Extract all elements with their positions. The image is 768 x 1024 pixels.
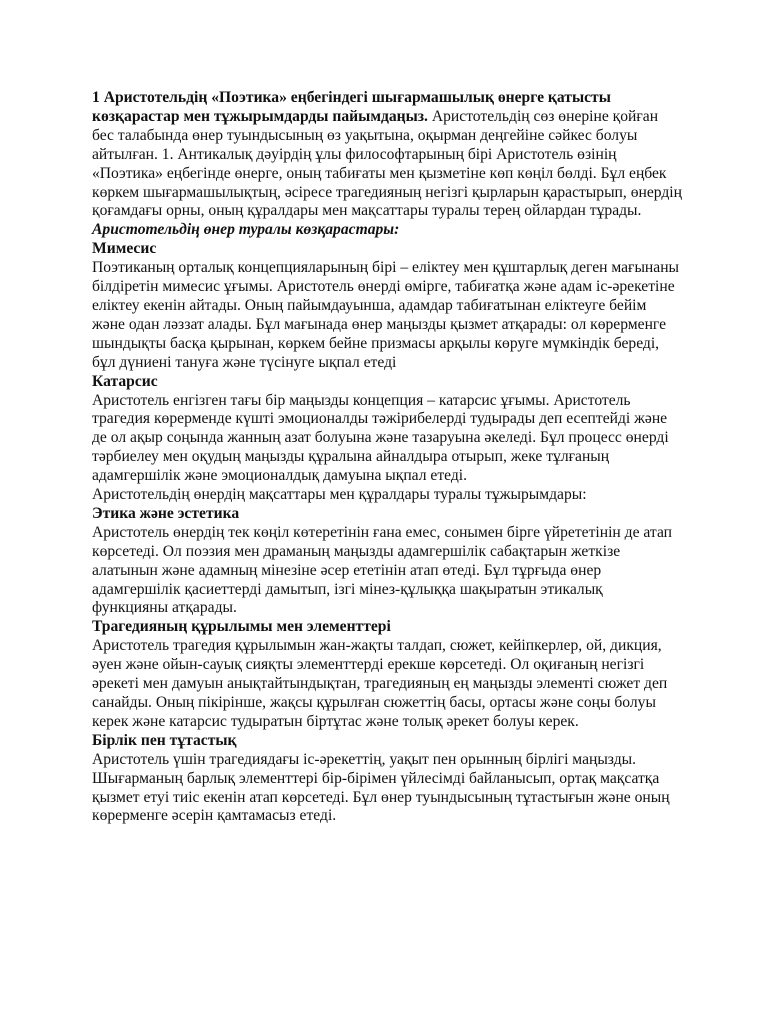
unity-heading: Бірлік пен тұтастық (92, 731, 237, 749)
document-page (92, 89, 682, 826)
goals-line: Аристотельдің өнердің мақсаттары мен құралдары туралы тұжырымдары: (92, 486, 587, 504)
intro-paragraph (92, 89, 682, 221)
ethics-paragraph: Аристотель өнердің тек көңіл көтеретінін ғана емес, сонымен бірге үйрететінін де атап көрсетеді. Ол поэзия мен драманың маңызды адамгершілік сабақтарын жеткізе алатынын және адамның мінезіне әсер ететінін атап өтеді. Бұл тұрғыда өнер адамгершілік қасиеттерді дамытып, ізгі мінез-құлыққа шақыратын этикалық функцияны атқарады. (92, 523, 672, 617)
mimesis-heading: Мимесис (92, 240, 157, 258)
question-title: 1 Аристотельдің «Поэтика» еңбегіндегі шығармашылық өнерге қатысты көзқарастар мен тұжырымдарды пайымдаңыз. (92, 89, 611, 125)
views-heading: Аристотельдің өнер туралы көзқарастары: (92, 221, 400, 239)
ethics-heading: Этика және эстетика (92, 504, 240, 522)
intro-text: Аристотельдің сөз өнеріне қойған бес талабында өнер туындысының өз уақытына, оқырман деңгейіне сәйкес болуы айтылған. 1. Антикалық дәуірдің ұлы философтарының бірі Аристотель өзінің «Поэтика» еңбегінде өнерге, оның табиғаты мен қызметіне көп көңіл бөлді. Бұл еңбек көркем шығармашылықтың, әсіресе трагедияның негізгі қырларын қарастырып, өнердің қоғамдағы орны, оның құралдары мен мақсаттары туралы терең ойлардан тұрады. (92, 107, 682, 220)
structure-heading: Трагедияның құрылымы мен элементтері (92, 618, 391, 636)
unity-paragraph: Аристотель үшін трагедиядағы іс-әрекеттің, уақыт пен орынның бірлігі маңызды. Шығарманың барлық элементтері бір-бірімен үйлесімді байланысып, ортақ мақсатқа қызмет етуі тиіс екенін атап көрсетеді. Бұл өнер туындысының тұтастығын және оның көрерменге әсерін қамтамасыз етеді. (92, 750, 670, 825)
structure-paragraph: Аристотель трагедия құрылымын жан-жақты талдап, сюжет, кейіпкерлер, ой, дикция, әуен және ойын-сауық сияқты элементтерді ерекше көрсетеді. Ол оқиғаның негізгі әрекеті мен дамуын анықтайтындықтан, трагедияның ең маңызды элементі сюжет деп санайды. Оның пікірінше, жақсы құрылған сюжеттің басы, ортасы және соңы болуы керек және катарсис тудыратын біртұтас және толық әрекет болуы керек. (92, 637, 668, 730)
catharsis-heading: Катарсис (92, 372, 158, 390)
mimesis-paragraph: Поэтиканың орталық концепцияларының бірі – еліктеу мен құштарлық деген мағынаны білдіретін мимесис ұғымы. Аристотель өнерді өмірге, табиғатқа және адам іс-әрекетіне еліктеу екенін айтады. Оның пайымдауынша, адамдар табиғатынан еліктеуге бейім және одан ләззат алады. Бұл мағынада өнер маңызды қызмет атқарады: ол көрерменге шындықты басқа қырынан, көркем бейне призмасы арқылы көруге мүмкіндік береді, бұл дүниені тануға және түсінуге ықпал етеді (92, 259, 680, 371)
catharsis-paragraph: Аристотель енгізген тағы бір маңызды концепция – катарсис ұғымы. Аристотель трагедия көрерменде күшті эмоционалды тәжірибелерді тудырады деп есептейді және де ол ақыр соңында жанның азат болуына және тазаруына әкеледі. Бұл процесс өнерді тәрбиелеу мен оқудың маңызды құралына айналдыра отырып, жеке тұлғаның адамгершілік және эмоционалдық дамуына ықпал етеді. (92, 391, 669, 485)
